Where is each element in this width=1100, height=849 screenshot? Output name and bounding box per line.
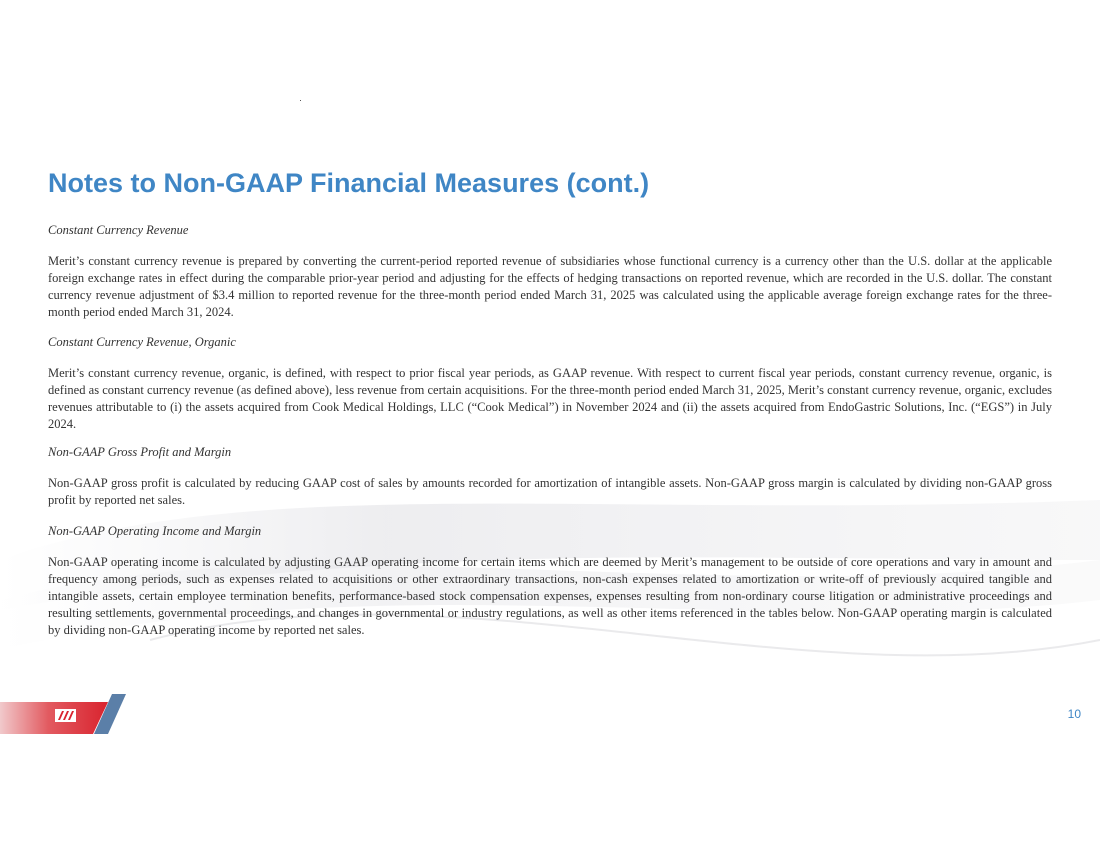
section-heading: Constant Currency Revenue (48, 223, 189, 237)
merit-logo-bar (0, 694, 130, 734)
merit-logo-icon (55, 709, 76, 722)
section-body: Non-GAAP gross profit is calculated by reducing GAAP cost of sales by amounts recorded for amortization of intangible assets. Non-GAAP gross margin is calculated by dividing non-GAAP gross profit by reported net sales. (48, 476, 1052, 507)
section-constant-currency-revenue-organic (48, 334, 1052, 433)
section-gross-profit-margin (48, 444, 1052, 509)
section-operating-income-margin (48, 523, 1052, 639)
page-title: Notes to Non-GAAP Financial Measures (cont.) (48, 168, 650, 198)
section-heading: Non-GAAP Gross Profit and Margin (48, 445, 232, 459)
section-body: Merit’s constant currency revenue, organic, is defined, with respect to prior fiscal year periods, as GAAP revenue. With respect to current fiscal year periods, constant currency revenue, organic, is defined as constant currency revenue (as defined above), less revenue from certain acquisitions. For the three-month period ended March 31, 2025, Merit’s constant currency revenue, organic, excludes revenues attributable to (i) the assets acquired from Cook Medical Holdings, LLC (“Cook Medical”) in November 2024 and (ii) the assets acquired from EndoGastric Solutions, Inc. (“EGS”) in July 2024. (48, 366, 1052, 431)
page-number: 10 (1067, 707, 1081, 721)
section-heading: Constant Currency Revenue, Organic (48, 335, 236, 349)
section-body: Merit’s constant currency revenue is prepared by converting the current-period reported revenue of subsidiaries whose functional currency is a currency other than the U.S. dollar at the applicable foreign exchange rates in effect during the comparable prior-year period and adjusting for the effects of hedging transactions on reported revenue, which are recorded in the U.S. dollar. The constant currency revenue adjustment of $3.4 million to reported revenue for the three-month period ended March 31, 2025 was calculated using the applicable average foreign exchange rates for the three-month period ended March 31, 2024. (48, 254, 1052, 319)
stray-dot (300, 100, 301, 101)
section-heading: Non-GAAP Operating Income and Margin (48, 524, 262, 538)
section-body: Non-GAAP operating income is calculated by adjusting GAAP operating income for certain items which are deemed by Merit’s management to be outside of core operations and vary in amount and frequency among periods, such as expenses related to acquisitions or other extraordinary transactions, non-cash expenses related to amortization or write-off of previously acquired tangible and intangible assets, certain employee termination benefits, performance-based stock compensation expenses, expenses resulting from non-ordinary course litigation or administrative proceedings and resulting settlements, governmental proceedings, and changes in governmental or industry regulations, as well as other items referenced in the tables below. Non-GAAP operating margin is calculated by dividing non-GAAP operating income by reported net sales. (48, 555, 1052, 637)
section-constant-currency-revenue (48, 222, 1052, 321)
